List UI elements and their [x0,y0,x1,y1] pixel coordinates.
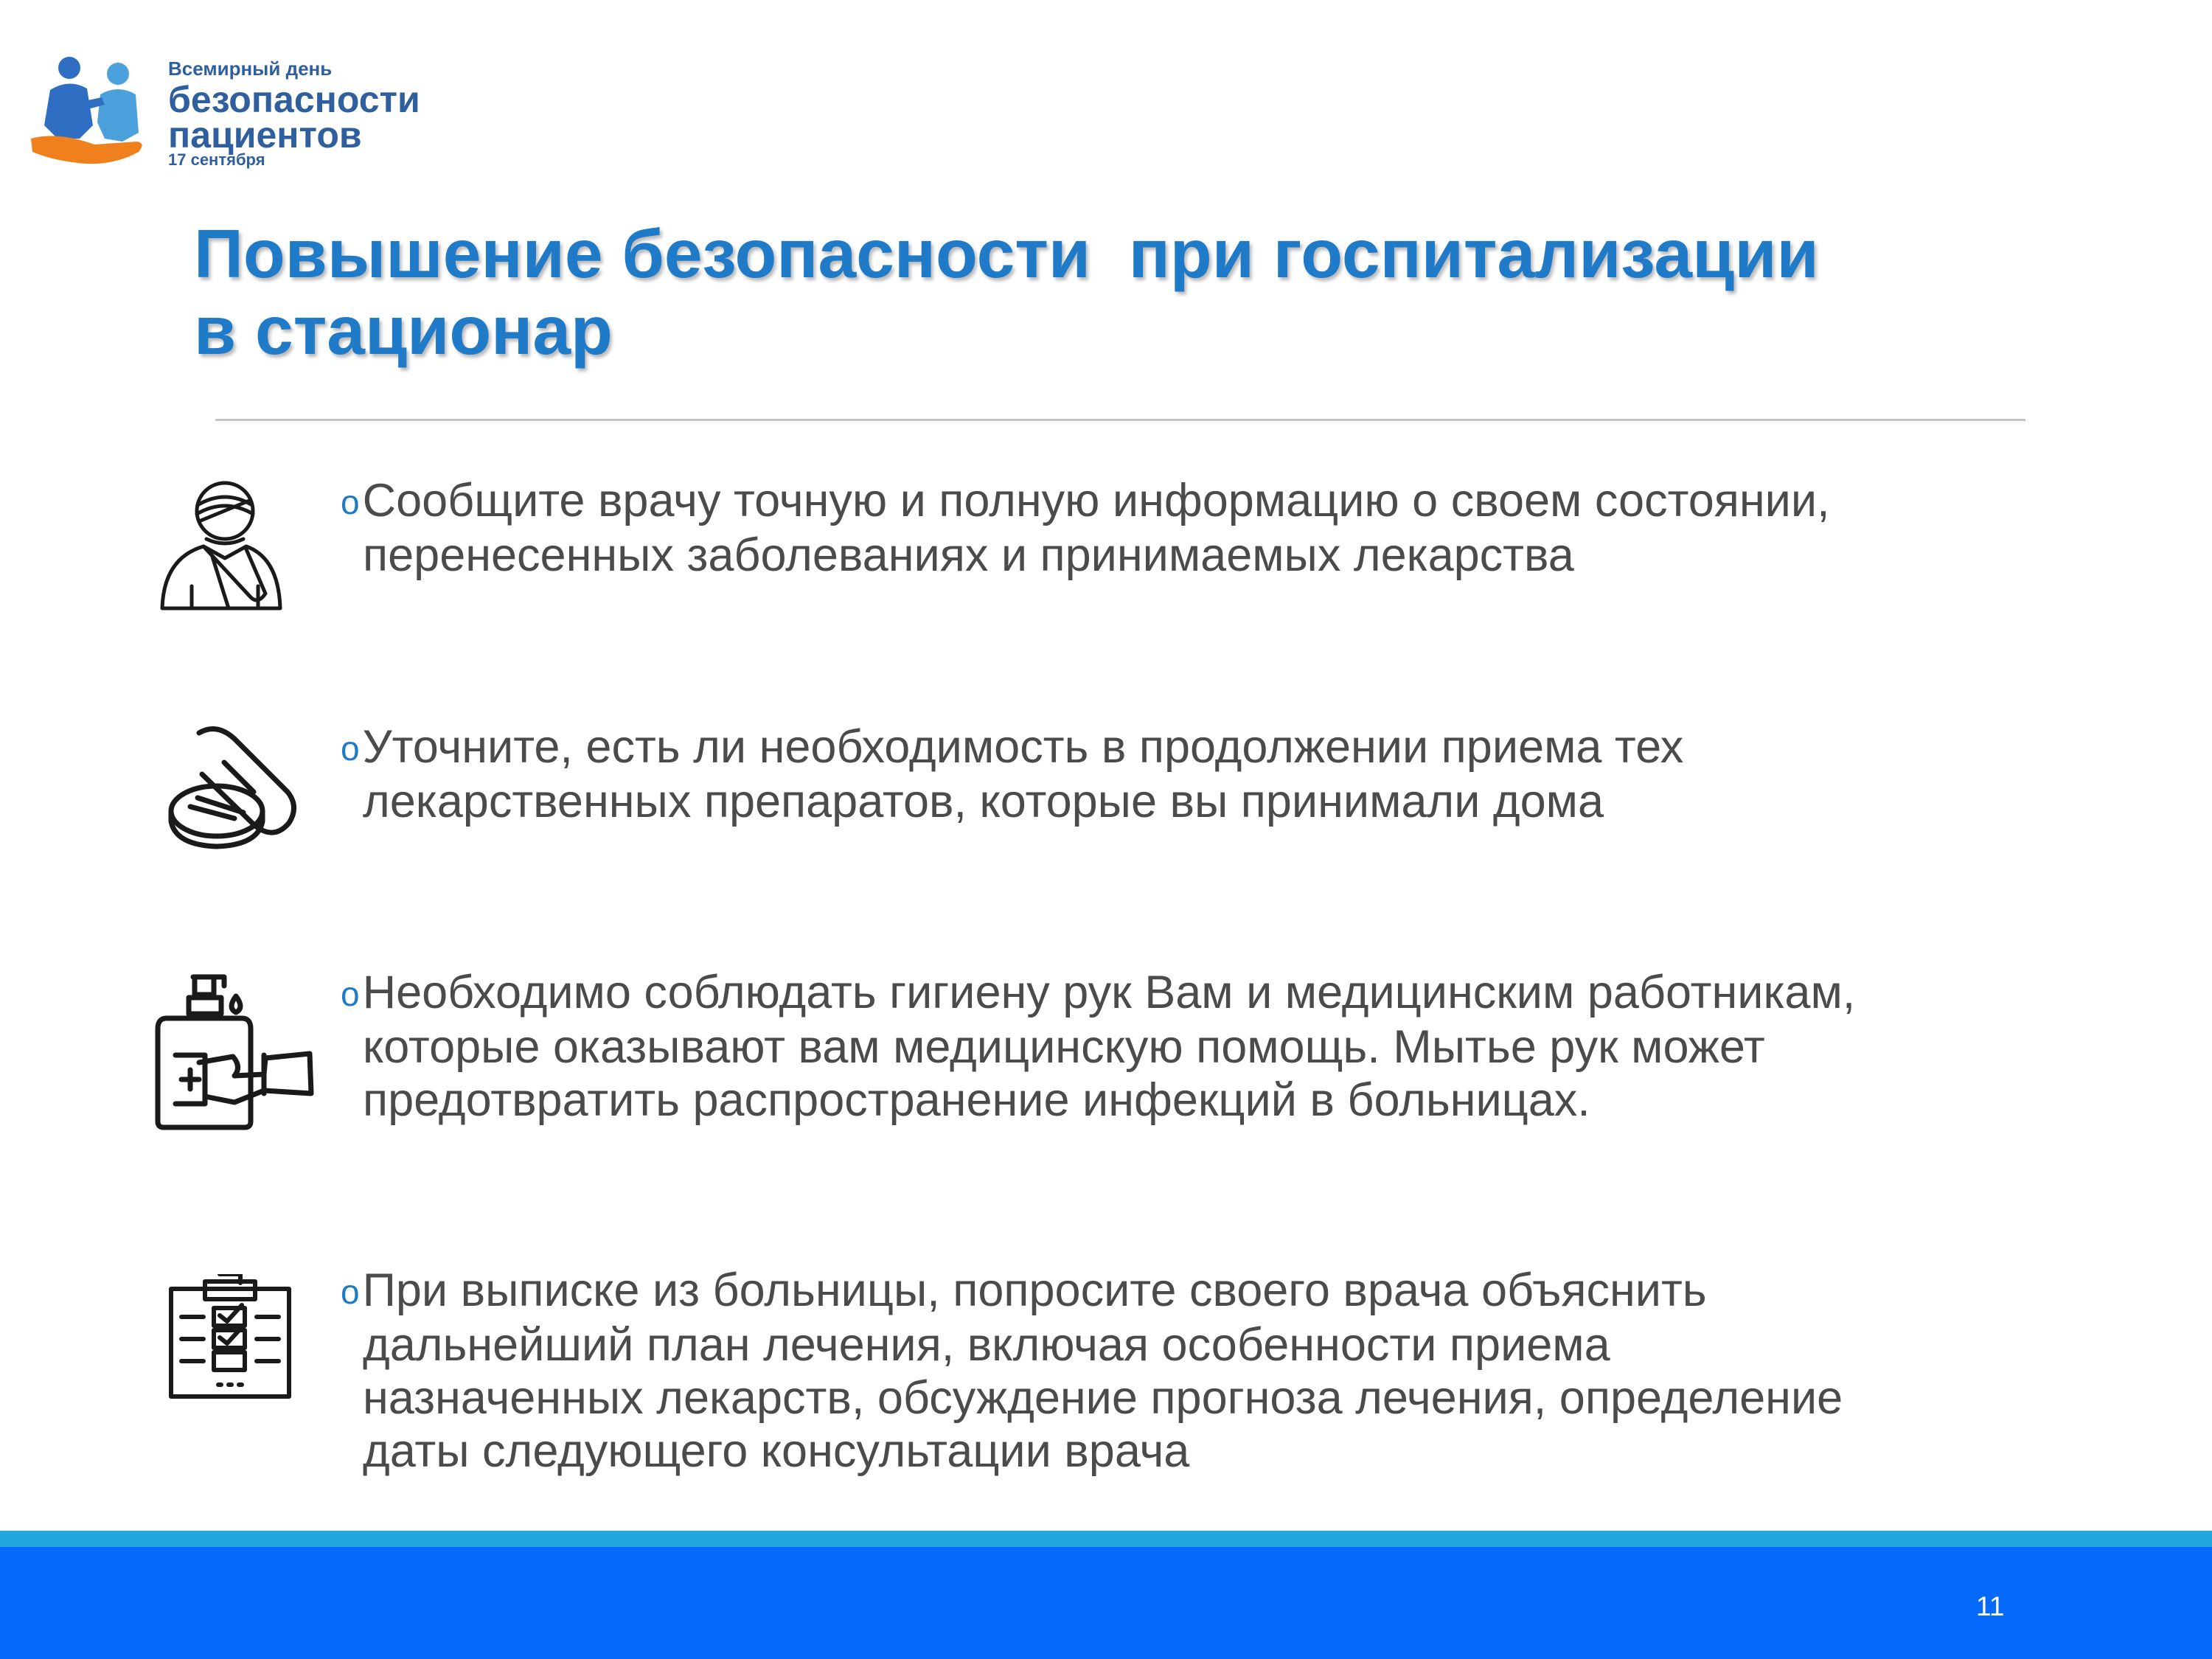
list-item [341,720,2037,828]
bullet-marker: o [341,729,360,768]
list-item-text: При выписке из больницы, попросите своего врача объяснить [362,1265,1707,1316]
list-item-text: Необходимо соблюдать гигиену рук Вам и медицинским работникам, [362,967,1856,1018]
pills-icon [164,724,298,849]
list-item-line: даты следующего консультации врача [363,1425,1190,1477]
list-item-text: Сообщите врачу точную и полную информацию о своем состоянии, [362,475,1830,526]
list-item [341,966,2037,1127]
hand-sanitizer-icon [153,970,317,1132]
page-number: 11 [1976,1591,2005,1621]
logo-text-line2: безопасности [168,79,420,120]
logo-text-line3: пациентов [168,114,362,156]
injured-patient-icon [155,476,284,616]
list-item-line: лекарственных препаратов, которые вы принимали дома [363,776,1604,827]
slide-title [194,215,1964,369]
slide-title-line1: Повышение безопасности при госпитализации [194,215,1819,292]
bullet-marker: o [341,975,360,1013]
bullet-marker: o [341,1273,360,1311]
logo-date: 17 сентября [168,150,265,169]
list-item-line: которые оказывают вам медицинскую помощь. Мытье рук может [363,1021,1765,1073]
list-item-line: дальнейший план лечения, включая особенности приема [363,1319,1610,1371]
list-item-line [341,1264,2037,1318]
slide-title-line2: в стационар [194,292,613,369]
list-item-line: предотвратить распространение инфекций в больницах. [363,1074,1590,1126]
title-divider [215,419,2025,421]
list-item-line [341,474,2037,529]
list-item [341,1264,2037,1478]
list-item-line: перенесенных заболеваниях и принимаемых лекарства [363,529,1574,581]
bullet-marker: o [341,483,360,521]
logo-text-line1: Всемирный день [168,58,333,80]
list-item-text: Уточните, есть ли необходимость в продолжении приема тех [362,721,1684,773]
clipboard-checklist-icon [168,1274,292,1399]
list-item-line [341,720,2037,775]
list-item-line [341,966,2037,1020]
list-item-line: назначенных лекарств, обсуждение прогноза лечения, определение [363,1372,1843,1424]
list-item [341,474,2037,582]
patient-safety-logo-icon [28,52,161,170]
footer-band [0,1547,2212,1659]
footer-accent-strip [0,1531,2212,1547]
logo [28,52,470,177]
